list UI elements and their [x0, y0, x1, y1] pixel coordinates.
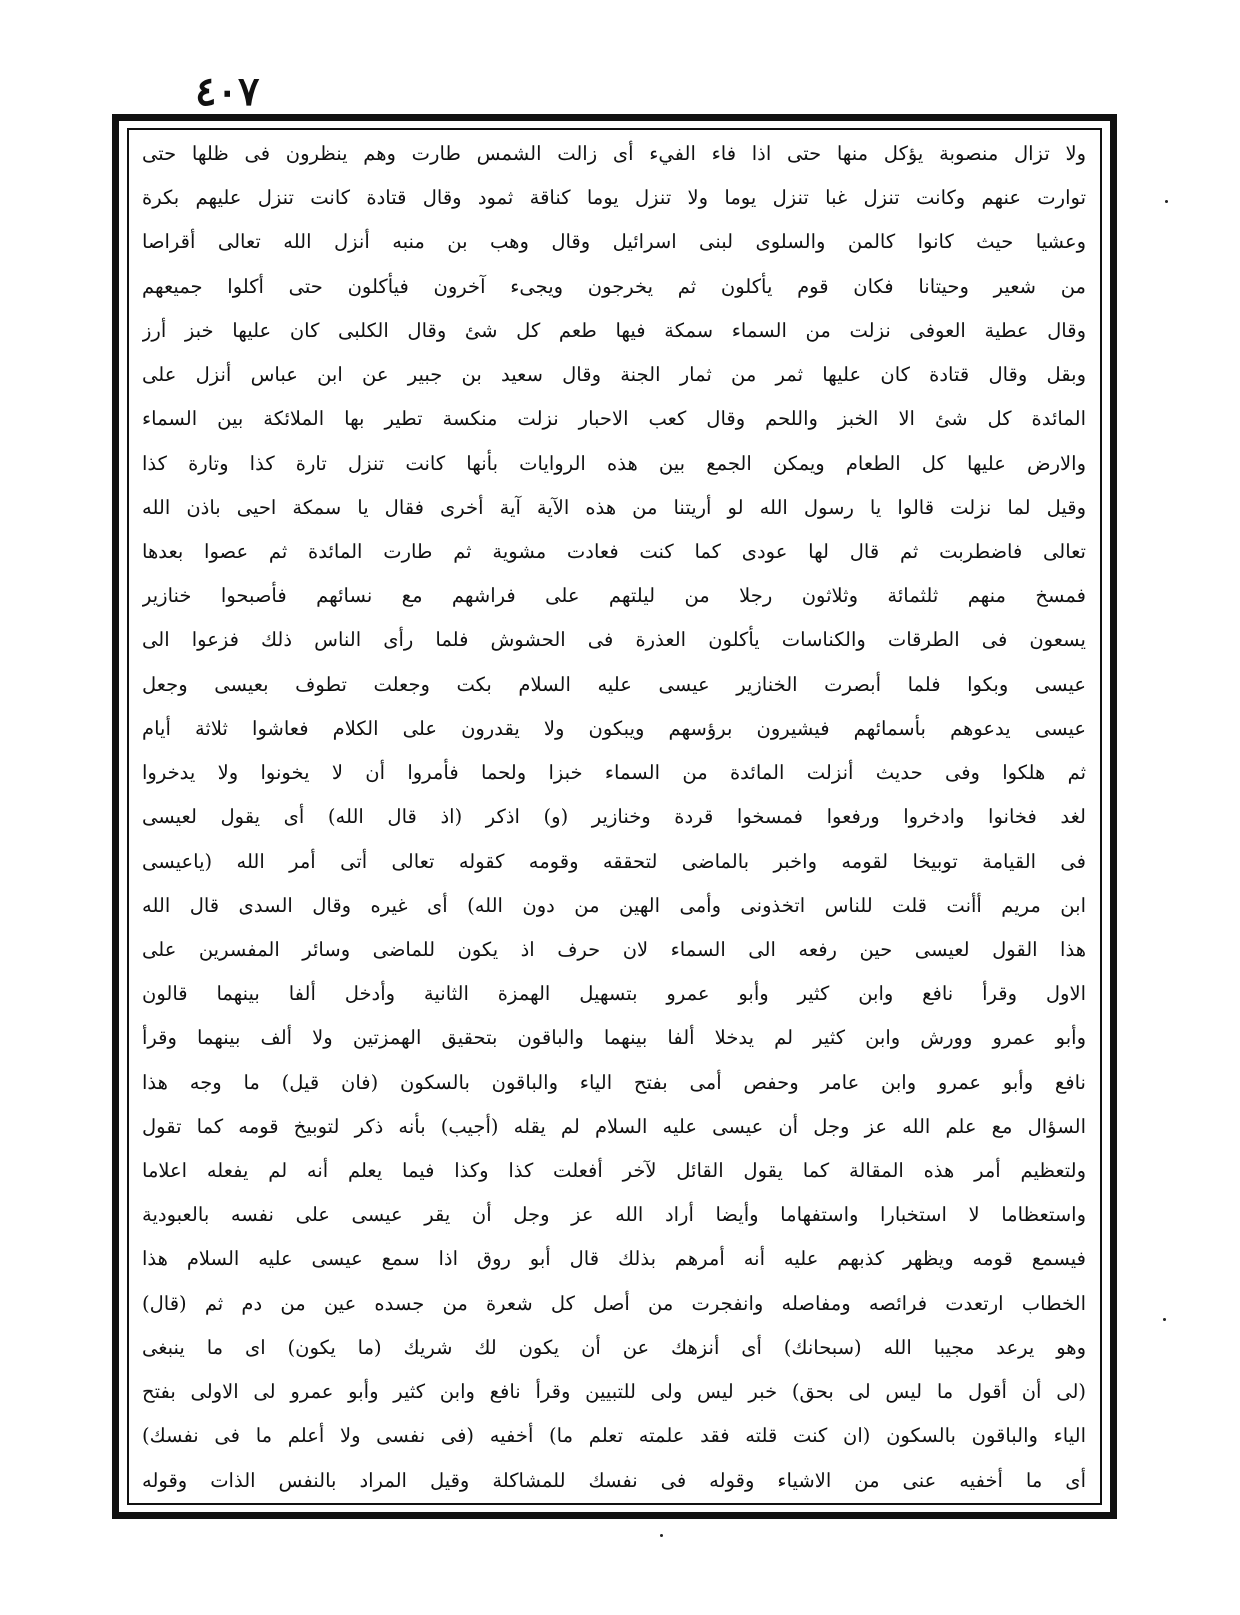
scan-speck — [1165, 200, 1168, 203]
text-line: ولا تزال منصوبة يؤكل منها حتى اذا فاء الفيء أى زالت الشمس طارت وهم ينظرون فى ظلها حتى — [142, 142, 1086, 165]
text-line: السؤال مع علم الله عز وجل أن عيسى عليه السلام لم يقله (أجيب) بأنه ذكر لتوبيخ قومه كما تقول — [142, 1114, 1086, 1138]
text-line: نافع وأبو عمرو وابن عامر وحفص أمى بفتح الياء والباقون بالسكون (فان قيل) ما وجه هذا — [142, 1070, 1086, 1094]
text-line: عيسى يدعوهم بأسمائهم فيشيرون برؤسهم ويبكون ولا يقدرون على الكلام فعاشوا ثلاثة أيام — [142, 716, 1086, 740]
text-line: تعالى فاضطربت ثم قال لها عودى كما كنت فعادت مشوية ثم طارت المائدة ثم عصوا بعدها — [142, 539, 1086, 563]
text-line: وأبو عمرو وورش وابن كثير لم يدخلا ألفا بينهما والباقون بتحقيق الهمزتين ولا ألف بينهما وقرأ — [142, 1026, 1086, 1050]
text-line: الخطاب ارتعدت فرائصه ومفاصله وانفجرت من أصل كل شعرة من جسده عين من دم ثم (قال) — [142, 1291, 1086, 1315]
text-line: (لى أن أقول ما ليس لى بحق) خبر ليس ولى للتبيين وقرأ نافع وابن كثير وأبو عمرو لى الاولى بفتح — [142, 1380, 1086, 1404]
body-text — [142, 135, 1086, 1500]
text-line: عيسى وبكوا فلما أبصرت الخنازير عيسى عليه السلام بكت وجعلت تطوف بعيسى وجعل — [142, 672, 1086, 696]
text-line: ثم هلكوا وفى حديث أنزلت المائدة من السماء خبزا ولحما فأمروا أن لا يخونوا ولا يدخروا — [142, 761, 1086, 785]
text-line: من شعير وحيتانا فكان قوم يأكلون ثم يخرجون ويجىء آخرون فيأكلون حتى أكلوا جميعهم — [142, 274, 1086, 298]
text-line: وبقل وقال قتادة كان عليها ثمر من ثمار الجنة وقال سعيد بن جبير عن ابن عباس أنزل على — [142, 363, 1086, 387]
text-line: وعشيا حيث كانوا كالمن والسلوى لبنى اسرائيل وقال وهب بن منبه أنزل الله تعالى أقراصا — [142, 230, 1086, 254]
text-line: المائدة كل شئ الا الخبز واللحم وقال كعب الاحبار نزلت منكسة تطير بها الملائكة بين السماء — [142, 407, 1086, 431]
text-line: توارت عنهم وكانت تنزل غبا تنزل يوما ولا تنزل يوما كناقة ثمود وقال قتادة كانت تنزل عليهم بكرة — [142, 186, 1086, 210]
text-line: فيسمع قومه ويظهر كذبهم عليه أنه أمرهم بذلك قال أبو روق اذا سمع عيسى عليه السلام هذا — [142, 1247, 1086, 1271]
page-number: ٤٠٧ — [195, 68, 260, 115]
text-line: فمسخ منهم ثلثمائة وثلاثون رجلا من ليلتهم على فراشهم مع نسائهم فأصبحوا خنازير — [142, 584, 1086, 608]
scan-speck — [1163, 1318, 1166, 1321]
text-line: يسعون فى الطرقات والكناسات يأكلون العذرة فى الحشوش فلما رأى الناس ذلك فزعوا الى — [142, 628, 1086, 652]
text-line: وهو يرعد مجيبا الله (سبحانك) أى أنزهك عن أن يكون لك شريك (ما يكون) اى ما ينبغى — [142, 1335, 1086, 1359]
text-line: ولتعظيم أمر هذه المقالة كما يقول القائل لآخر أفعلت كذا وكذا فيما يعلم أنه لم يفعله اعلاما — [142, 1159, 1086, 1183]
text-line: الاول وقرأ نافع وابن كثير وأبو عمرو بتسهيل الهمزة الثانية وأدخل ألفا بينهما قالون — [142, 982, 1086, 1006]
scan-speck — [660, 1534, 663, 1537]
text-line: أى ما أخفيه عنى من الاشياء وقوله فى نفسك للمشاكلة وقيل المراد بالنفس الذات وقوله — [142, 1468, 1086, 1492]
text-line: ابن مريم أأنت قلت للناس اتخذونى وأمى الهين من دون الله) أى غيره وقال السدى قال الله — [142, 893, 1086, 917]
text-line: وقيل لما نزلت قالوا يا رسول الله لو أريتنا من هذه الآية آية أخرى فقال يا سمكة احيى باذن الله — [142, 495, 1086, 519]
text-line: واستعظاما لا استخبارا واستفهاما وأيضا أراد الله عز وجل أن يقر عيسى على نفسه بالعبودية — [142, 1203, 1086, 1227]
text-line: الياء والباقون بالسكون (ان كنت قلته فقد علمته تعلم ما) أخفيه (فى نفسى ولا أعلم ما فى نفسك) — [142, 1424, 1086, 1448]
text-line: فى القيامة توبيخا لقومه واخبر بالماضى لتحققه وقومه كقوله تعالى أتى أمر الله (ياعيسى — [142, 849, 1086, 873]
text-line: لغد فخانوا وادخروا ورفعوا فمسخوا قردة وخنازير (و) اذكر (اذ قال الله) أى يقول لعيسى — [142, 805, 1086, 829]
text-line: هذا القول لعيسى حين رفعه الى السماء لان حرف اذ يكون للماضى وسائر المفسرين على — [142, 937, 1086, 961]
text-line: والارض عليها كل الطعام ويمكن الجمع بين هذه الروايات بأنها كانت تنزل تارة كذا وتارة كذا — [142, 451, 1086, 475]
text-line: وقال عطية العوفى نزلت من السماء سمكة فيها طعم كل شئ وقال الكلبى كان عليها خبز أرز — [142, 318, 1086, 342]
